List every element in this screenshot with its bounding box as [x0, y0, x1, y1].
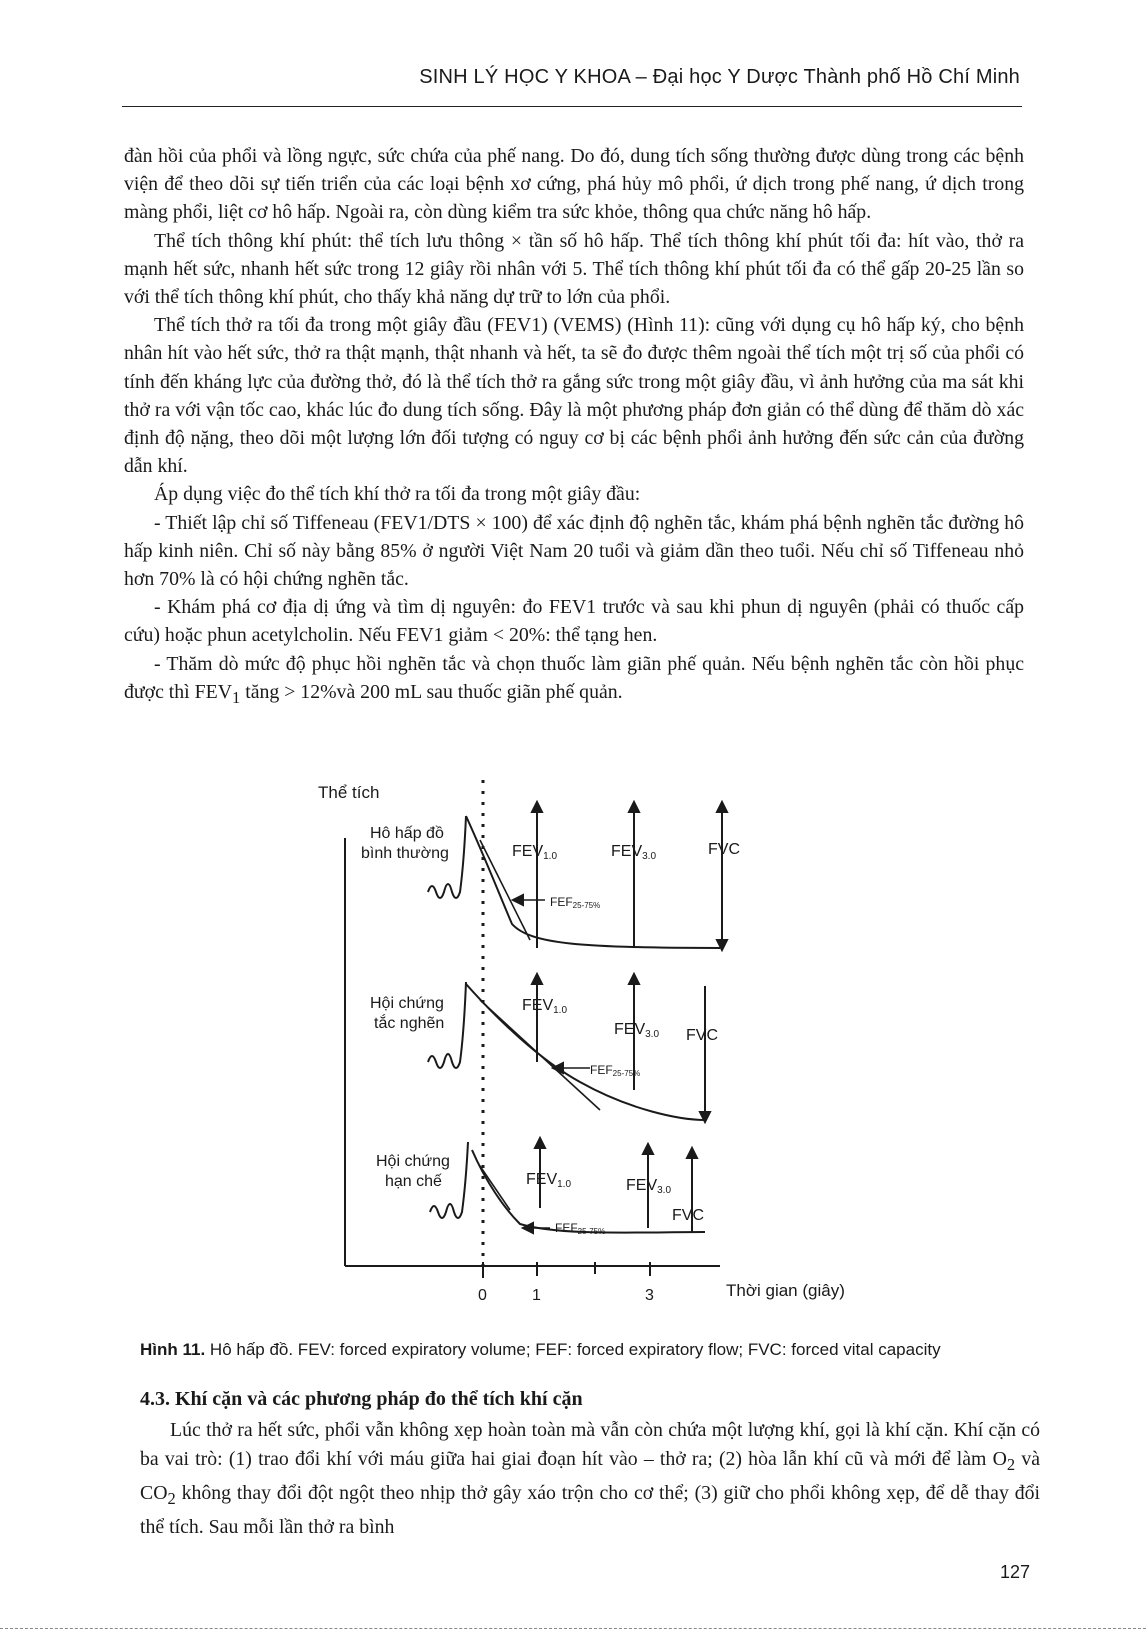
tangent-line — [480, 1000, 600, 1110]
paragraph: đàn hồi của phổi và lồng ngực, sức chứa của phế nang. Do đó, dung tích sống thường được dùng trong các bệnh viện để theo dõi sự tiến triển của các loại bệnh xơ cứng, phá hủy mô phổi, ứ dịch trong phế nang, ứ dịch trong màng phổi, liệt cơ hô hấp. Ngoài ra, còn dùng kiểm tra sức khỏe, thông qua chức năng hô hấp. — [124, 145, 1024, 224]
fev1-label: FEV1.0 — [522, 997, 568, 1016]
fev3-label: FEV3.0 — [611, 843, 657, 862]
fev1-label: FEV1.0 — [526, 1171, 572, 1190]
arrow-head — [532, 802, 542, 812]
section-heading: 4.3. Khí cặn và các phương pháp đo thể tích khí cặn — [140, 1388, 583, 1410]
fvc-label: FVC — [686, 1027, 718, 1044]
y-axis-label: Thể tích — [318, 783, 380, 802]
arrow-head — [687, 1148, 697, 1158]
fev1-label: FEV1.0 — [512, 843, 558, 862]
subscript: 2 — [1006, 1454, 1016, 1474]
panel-title: tắc nghẽn — [374, 1015, 445, 1032]
paragraph — [124, 650, 1024, 712]
figure-caption — [140, 1338, 1040, 1362]
arrow-head — [629, 802, 639, 812]
page-edge-rule — [0, 1628, 1146, 1629]
panel-title: Hội chứng — [376, 1153, 450, 1170]
x-tick-label: 1 — [532, 1287, 541, 1304]
paragraph-text: và CO — [140, 1447, 1040, 1504]
body-text — [124, 142, 1024, 712]
page-number: 127 — [1000, 1562, 1031, 1582]
fef-label: FEF25-75% — [550, 895, 601, 910]
running-header: SINH LÝ HỌC Y KHOA – Đại học Y Dược Thành phố Hồ Chí Minh — [419, 66, 1020, 88]
caption-text: Hô hấp đồ. FEV: forced expiratory volume; FEF: forced expiratory flow; FVC: forced vital capacity — [205, 1340, 941, 1359]
panel-title: Hội chứng — [370, 995, 444, 1012]
panel-title: hạn chế — [385, 1173, 442, 1190]
paragraph-text: - Thăm dò mức độ phục hồi nghẽn tắc và chọn thuốc làm giãn phế quản. Nếu bệnh nghẽn tắc còn hồi phục được thì FEV — [124, 652, 1024, 703]
fvc-label: FVC — [672, 1207, 704, 1224]
fef-label: FEF25-75% — [555, 1221, 606, 1236]
arrow-head — [717, 802, 727, 812]
paragraph: Thể tích thông khí phút: thể tích lưu thông × tần số hô hấp. Thể tích thông khí phút tối đa: hít vào, thở ra mạnh hết sức, nhanh hết sức trong 12 giây rồi nhân với 5. Thể tích thông khí phút tối đa có thể gấp 20-25 lần so với thể tích thông khí phút, cho thấy khả năng dự trữ to lớn của phổi. — [124, 229, 1024, 309]
x-tick-label: 3 — [645, 1287, 654, 1304]
arrow-head — [535, 1138, 545, 1148]
expiration-curve — [466, 984, 705, 1120]
arrow-head — [629, 974, 639, 984]
arrow-head — [643, 1144, 653, 1154]
subscript: 1 — [232, 687, 241, 707]
section-body — [140, 1416, 1040, 1542]
header-rule — [122, 106, 1022, 107]
arrow-head — [553, 1063, 563, 1073]
paragraph: Thể tích thở ra tối đa trong một giây đầu (FEV1) (VEMS) (Hình 11): cũng với dụng cụ hô hấp ký, cho bệnh nhân hít vào hết sức, thở ra thật mạnh, thật nhanh và hết, ta sẽ đo được thêm ngoài thể tích một trị số của phổi có tính đến kháng lực của đường thở, đó là thể tích thở ra gắng sức trong một giây đầu, vì ảnh hưởng của ma sát khi thở ra với vận tốc cao, khác lúc đo dung tích sống. Đây là một phương pháp đơn giản có thể dùng để thăm dò xác định độ nặng, theo dõi một lượng lớn đối tượng có nguy cơ bị các bệnh phổi ảnh hưởng đến sức cản của đường dẫn khí. — [124, 314, 1024, 478]
fev3-label: FEV3.0 — [626, 1177, 672, 1196]
caption-label: Hình 11. — [140, 1340, 206, 1359]
paragraph: - Thiết lập chỉ số Tiffeneau (FEV1/DTS × 100) để xác định độ nghẽn tắc, khám phá bệnh nghẽn tắc đường hô hấp kinh niên. Chỉ số này bằng 85% ở người Việt Nam 20 tuổi và giảm dần theo tuổi. Nếu chỉ số Tiffeneau nhỏ hơn 70% là có hội chứng nghẽn tắc. — [124, 511, 1024, 591]
paragraph-text: tăng > 12%và 200 mL sau thuốc giãn phế quản. — [240, 680, 623, 703]
arrow-head — [532, 974, 542, 984]
panel-title: Hô hấp đồ — [370, 825, 444, 842]
subscript: 2 — [167, 1488, 176, 1508]
spirogram-figure — [0, 783, 1146, 1360]
x-tick-label: 0 — [478, 1287, 487, 1304]
expiration-curve — [466, 816, 720, 948]
x-axis-label: Thời gian (giây) — [726, 1281, 845, 1300]
fvc-label: FVC — [708, 841, 740, 858]
paragraph: Áp dụng việc đo thể tích khí thở ra tối đa trong một giây đầu: — [154, 483, 641, 506]
paragraph: - Khám phá cơ địa dị ứng và tìm dị nguyên: đo FEV1 trước và sau khi phun dị nguyên (phải có thuốc cấp cứu) hoặc phun acetylcholin. Nếu FEV1 giảm < 20%: thể tạng hen. — [124, 596, 1024, 647]
paragraph-text: Lúc thở ra hết sức, phổi vẫn không xẹp hoàn toàn mà vẫn còn chứa một lượng khí, gọi là khí cặn. Khí cặn có ba vai trò: (1) trao đổi khí với máu giữa hai giai đoạn hít vào – thở ra; (2) hòa lẫn khí cũ và mới để làm O — [140, 1419, 1040, 1470]
fev3-label: FEV3.0 — [614, 1021, 660, 1040]
paragraph-text: không thay đổi đột ngột theo nhịp thở gây xáo trộn cho cơ thể; (3) giữ cho phổi không xẹp, để dễ thay đổi thể tích. Sau mỗi lần thở ra bình — [140, 1481, 1040, 1539]
arrow-head — [513, 895, 523, 905]
fef-label: FEF25-75% — [590, 1063, 641, 1078]
panel-title: bình thường — [361, 845, 449, 862]
paragraph — [140, 1416, 1040, 1542]
